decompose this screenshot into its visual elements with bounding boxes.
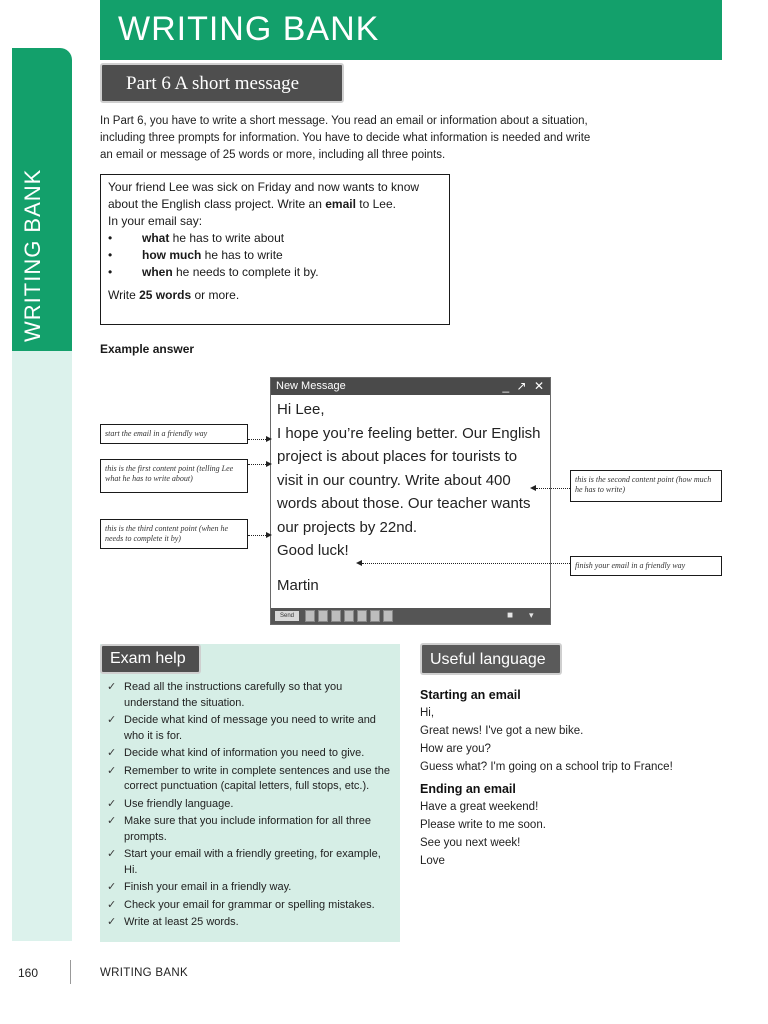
exam-help-panel xyxy=(100,644,400,942)
exam-help-item: ✓ Decide what kind of information you need to give. xyxy=(106,746,391,762)
page-number: 160 xyxy=(18,966,39,980)
email-window xyxy=(270,377,551,625)
part-heading-text: Part 6 A short message xyxy=(126,73,300,94)
toolbar-icon[interactable] xyxy=(344,610,354,622)
exam-help-item: ✓ Make sure that you include information for all three prompts. xyxy=(106,814,391,845)
exam-help-item: ✓ Start your email with a friendly greeting, for example, Hi. xyxy=(106,847,391,878)
annotation-finish: finish your email in a friendly way xyxy=(570,556,722,576)
task-prompt: In your email say: xyxy=(108,214,203,228)
phrase-item: How are you? xyxy=(420,743,491,755)
toolbar-icon[interactable] xyxy=(370,610,380,622)
annotation-second-point: this is the second content point (how much he has to write) xyxy=(570,470,722,502)
task-bullet: • when he needs to complete it by. xyxy=(108,264,442,281)
exam-help-list xyxy=(106,680,391,933)
exam-help-item: ✓ Write at least 25 words. xyxy=(106,915,391,931)
exam-help-heading-text: Exam help xyxy=(110,650,186,667)
toolbar-icon[interactable] xyxy=(318,610,328,622)
phrase-item: Guess what? I'm going on a school trip to France! xyxy=(420,761,673,773)
task-bullet: • what he has to write about xyxy=(108,230,442,247)
arrow-right-icon xyxy=(266,461,272,467)
email-signature: Martin xyxy=(277,576,319,594)
exam-help-item: ✓ Check your email for grammar or spelling mistakes. xyxy=(106,898,391,914)
ending-email-heading: Ending an email xyxy=(420,782,516,796)
connector-line xyxy=(362,563,570,564)
exam-help-item: ✓ Remember to write in complete sentences and use the correct punctuation (capital letters, full stops, etc.). xyxy=(106,764,391,795)
trash-icon[interactable]: ■ xyxy=(507,610,514,621)
part-heading xyxy=(100,63,344,103)
starting-email-list xyxy=(420,704,673,776)
annotation-first-point: this is the first content point (telling Lee what he has to write about) xyxy=(100,459,248,493)
chevron-down-icon[interactable]: ▾ xyxy=(529,610,534,620)
exam-help-item: ✓ Decide what kind of message you need to write and who it is for. xyxy=(106,713,391,744)
task-bullet: • how much he has to write xyxy=(108,247,442,264)
phrase-item: Great news! I've got a new bike. xyxy=(420,725,584,737)
useful-language-heading-text: Useful language xyxy=(430,651,546,668)
arrow-right-icon xyxy=(266,436,272,442)
page-title: WRITING BANK xyxy=(118,10,380,48)
ending-email-list xyxy=(420,798,546,870)
side-tab-label: WRITING BANK xyxy=(20,168,45,342)
connector-line xyxy=(248,464,266,465)
task-word-count: Write 25 words or more. xyxy=(108,288,240,302)
exam-help-item: ✓ Read all the instructions carefully so that you understand the situation. xyxy=(106,680,391,711)
task-instruction: Your friend Lee was sick on Friday and now wants to know about the English class project. Write an email to Lee. xyxy=(108,180,420,211)
header-bar xyxy=(100,0,722,60)
phrase-item: See you next week! xyxy=(420,837,521,849)
arrow-left-icon xyxy=(530,485,536,491)
toolbar-icon[interactable] xyxy=(383,610,393,622)
arrow-right-icon xyxy=(266,532,272,538)
email-body xyxy=(277,398,547,597)
email-window-title: New Message xyxy=(276,380,346,392)
toolbar-icon[interactable] xyxy=(305,610,315,622)
email-signoff: Good luck! xyxy=(277,542,349,559)
window-controls-icon[interactable]: _ ↗ ✕ xyxy=(502,379,546,393)
phrase-item: Please write to me soon. xyxy=(420,819,546,831)
example-answer-heading: Example answer xyxy=(100,342,195,356)
phrase-item: Hi, xyxy=(420,707,435,719)
email-toolbar xyxy=(271,608,550,624)
phrase-item: Have a great weekend! xyxy=(420,801,539,813)
toolbar-icon[interactable] xyxy=(331,610,341,622)
starting-email-heading: Starting an email xyxy=(420,688,521,702)
connector-line xyxy=(248,535,266,536)
arrow-left-icon xyxy=(356,560,362,566)
exam-help-heading xyxy=(100,644,201,674)
task-box xyxy=(100,174,450,325)
connector-line xyxy=(248,439,266,440)
phrase-item: Love xyxy=(420,855,445,867)
useful-language-heading xyxy=(420,643,562,675)
toolbar-icon[interactable] xyxy=(357,610,367,622)
annotation-third-point: this is the third content point (when he needs to complete it by) xyxy=(100,519,248,549)
side-mint-strip xyxy=(12,351,72,941)
footer-divider xyxy=(70,960,71,984)
intro-paragraph: In Part 6, you have to write a short message. You read an email or information about a situation, including three prompts for information. You have to decide what information is needed and write an email or message of 25 words or more, including all three points. xyxy=(100,115,591,161)
footer-label: WRITING BANK xyxy=(100,967,188,979)
annotation-start: start the email in a friendly way xyxy=(100,424,248,444)
send-button[interactable]: Send xyxy=(275,611,299,621)
exam-help-item: ✓ Finish your email in a friendly way. xyxy=(106,880,391,896)
email-greeting: Hi Lee, xyxy=(277,401,325,418)
connector-line xyxy=(536,488,570,489)
email-titlebar xyxy=(271,378,550,395)
exam-help-item: ✓ Use friendly language. xyxy=(106,797,391,813)
email-message: I hope you’re feeling better. Our English project is about places for tourists to visit in our country. Write about 400 words about those. Our teacher wants our projects by 22nd. xyxy=(277,424,541,536)
